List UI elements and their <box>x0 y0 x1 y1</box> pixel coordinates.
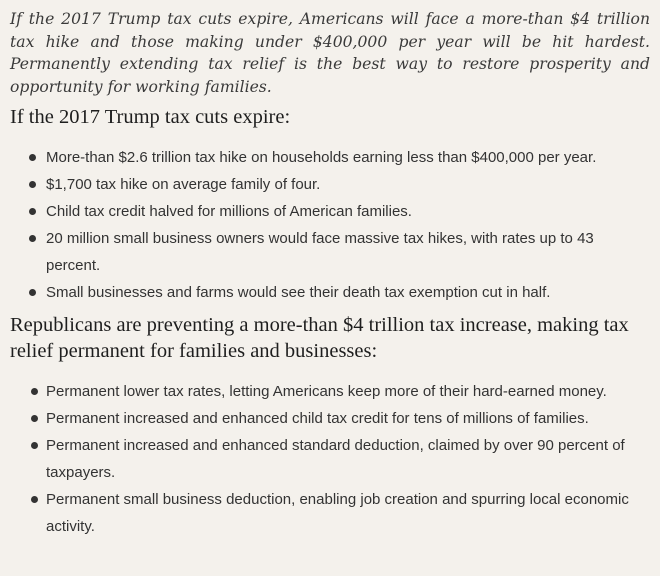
bullet-icon <box>29 181 36 188</box>
list-item <box>10 144 610 171</box>
list-item-text: More-than $2.6 trillion tax hike on households earning less than $400,000 per year. <box>46 149 597 166</box>
list-item <box>10 171 610 198</box>
list-item-text: Permanent lower tax rates, letting Americans keep more of their hard-earned money. <box>46 383 607 400</box>
list-item-text: $1,700 tax hike on average family of four. <box>46 176 321 193</box>
republicans-heading: Republicans are preventing a more-than $4 trillion tax increase, making tax relief permanent for families and businesses: <box>10 314 629 362</box>
bullet-icon <box>29 154 36 161</box>
republicans-list <box>10 378 660 540</box>
list-item-text: Permanent increased and enhanced standard deduction, claimed by over 90 percent of taxpayers. <box>46 437 625 481</box>
intro-paragraph: If the 2017 Trump tax cuts expire, Americans will face a more-than $4 trillion tax hike and those making under $400,000 per year will be hit hardest. Permanently extending tax relief is the best way to restore prosperity and opportunity for working families. <box>10 10 650 96</box>
bullet-icon <box>31 388 38 395</box>
bullet-icon <box>29 289 36 296</box>
bullet-icon <box>31 415 38 422</box>
expire-list <box>10 144 660 306</box>
list-item <box>10 279 610 306</box>
list-item <box>10 225 610 279</box>
bullet-icon <box>31 496 38 503</box>
bullet-icon <box>29 235 36 242</box>
list-item <box>10 432 640 486</box>
list-item-text: 20 million small business owners would face massive tax hikes, with rates up to 43 percent. <box>46 230 594 274</box>
expire-heading: If the 2017 Trump tax cuts expire: <box>10 106 291 128</box>
list-item <box>10 378 640 405</box>
bullet-icon <box>31 442 38 449</box>
list-item-text: Permanent increased and enhanced child tax credit for tens of millions of families. <box>46 410 589 427</box>
list-item-text: Small businesses and farms would see their death tax exemption cut in half. <box>46 284 551 301</box>
list-item <box>10 198 610 225</box>
list-item <box>10 486 640 540</box>
bullet-icon <box>29 208 36 215</box>
list-item-text: Permanent small business deduction, enabling job creation and spurring local economic activity. <box>46 491 629 535</box>
list-item <box>10 405 640 432</box>
list-item-text: Child tax credit halved for millions of American families. <box>46 203 412 220</box>
